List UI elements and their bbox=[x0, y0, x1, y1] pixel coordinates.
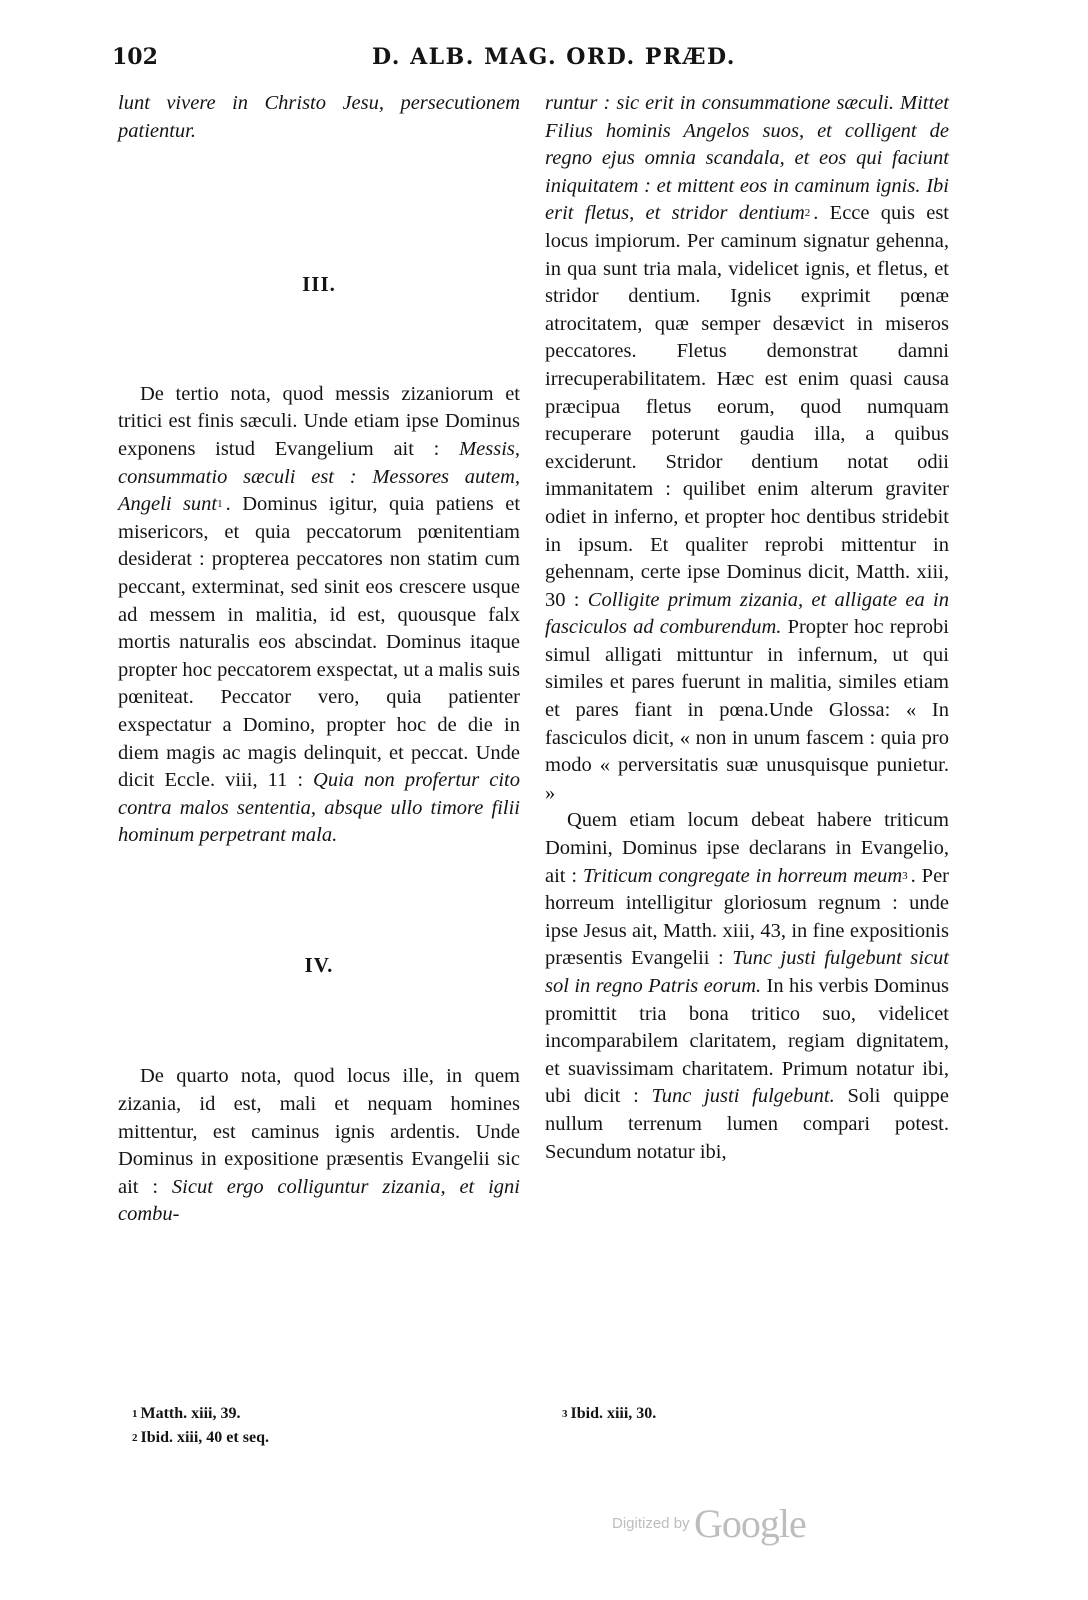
body-text: Soli quippe nullum terrenum lumen compari potest. Secundum notatur ibi, bbox=[545, 1085, 950, 1163]
footnote-ref: 1 bbox=[217, 498, 223, 511]
italic-text: Quia non profertur cito contra malos sententia, absque ullo timore filii hominum perpetrant mala. bbox=[118, 769, 520, 847]
paragraph bbox=[545, 807, 949, 1166]
footnote-ref: 3 bbox=[902, 869, 908, 882]
paragraph bbox=[118, 90, 520, 145]
italic-text: lunt vivere in Christo Jesu, persecutionem patientur. bbox=[118, 92, 520, 142]
section-heading-iv: IV. bbox=[304, 952, 334, 977]
footnote-text: Ibid. xiii, 40 et seq. bbox=[140, 1429, 269, 1446]
body-text: In his verbis Dominus promittit tria bona tritico suo, videlicet incomparabilem claritatem, regiam dignitatem, et suavissimam charitatem. Primum notatur ibi, ubi dicit : bbox=[545, 975, 949, 1108]
running-head: D. ALB. MAG. ORD. PRÆD. bbox=[372, 44, 736, 70]
body-text: . Ecce quis est locus impiorum. Per caminum signatur gehenna, in qua sunt tria mala, videlicet ignis, et fletus, et stridor dentium. Ignis exprimit pœnæ atrocitatem, quæ semper desævict in miseros peccatores. Fletus demonstrat damni irrecuperabilitatem. Hæc est enim quasi causa præcipua fletus eorum, quod numquam recuperare poterunt gaudia illa, a quibus exciderunt. Stridor dentium notat odii immanitatem : quilibet enim alterum graviter odiet in inferno, et propter hoc dentibus stridebit in ipsum. Et qualiter reprobi mittentur in gehennam, certe ipse Dominus dicit, Matth. xiii, 30 : bbox=[545, 202, 950, 611]
right-column bbox=[545, 90, 949, 1166]
footnote-ref: 2 bbox=[804, 207, 811, 220]
body-text: Quem etiam locum debeat habere triticum Domini, Dominus ipse declarans in Evangelio, ait : bbox=[545, 809, 949, 887]
body-text: Propter hoc reprobi simul alligati mittuntur in infernum, ut qui similes et pares fuerunt in malitia, similes etiam et pares fiant in pœna.Unde Glossa: « In fasciculos dicit, « non in unum fascem : quia pro modo « perversitatis suæ unusquisque punietur. » bbox=[545, 616, 949, 804]
watermark-prefix: Digitized by bbox=[612, 1515, 690, 1532]
digitized-watermark bbox=[612, 1500, 806, 1547]
footnotes-right bbox=[562, 1402, 656, 1426]
google-logo: Google bbox=[694, 1501, 806, 1546]
footnotes-left bbox=[132, 1402, 269, 1450]
left-column bbox=[118, 90, 520, 1229]
footnote-text: Ibid. xiii, 30. bbox=[570, 1405, 657, 1422]
italic-text: Tunc justi fulgebunt sicut sol in regno Patris eorum. bbox=[545, 947, 950, 997]
footnote-mark: 1 bbox=[132, 1408, 138, 1420]
footnote-mark: 2 bbox=[132, 1432, 138, 1444]
italic-text: Tunc justi fulgebunt. bbox=[651, 1085, 835, 1108]
footnote bbox=[562, 1402, 656, 1426]
paragraph bbox=[118, 1063, 520, 1229]
footnote bbox=[132, 1426, 269, 1450]
paragraph bbox=[118, 381, 520, 850]
footnote-mark: 3 bbox=[562, 1408, 568, 1420]
paragraph bbox=[545, 90, 949, 807]
page-number: 102 bbox=[112, 44, 158, 70]
body-text: De quarto nota, quod locus ille, in quem zizania, id est, mali et nequam homines mittentur, est caminus ignis ardentis. Unde Dominus in expositione præsentis Evangelii sic ait : bbox=[118, 1065, 520, 1198]
italic-text: Triticum congregate in horreum meum bbox=[582, 864, 903, 887]
footnote-text: Matth. xiii, 39. bbox=[140, 1405, 241, 1422]
page-header bbox=[0, 44, 1088, 78]
body-text: De tertio nota, quod messis zizaniorum et tritici est finis sæculi. Unde etiam ipse Dominus exponens istud Evangelium ait : bbox=[118, 382, 520, 460]
italic-text: Messis, consummatio sæculi est : Messores autem, Angeli sunt bbox=[118, 437, 520, 516]
italic-text: Sicut ergo colliguntur zizania, et igni combu- bbox=[118, 1175, 521, 1226]
section-heading-iii: III. bbox=[302, 272, 336, 297]
body-text: . Dominus igitur, quia patiens et misericors, et quia peccatorum pœnitentiam desiderat : propterea peccatores non statim cum peccant, exterminat, sed sinit eos crescere usque ad messem in malitia, id est, quousque falx mortis naturalis eos abscindat. Dominus itaque propter hoc peccatorem exspectat, ut a malis suis pœniteat. Peccator vero, quia patienter exspectatur a Domino, propter hoc de die in diem magis ac magis delinquit, et peccat. Unde dicit Eccle. viii, 11 : bbox=[118, 493, 521, 792]
italic-text: Colligite primum zizania, et alligate ea in fasciculos ad comburendum. bbox=[545, 588, 949, 639]
footnote bbox=[132, 1402, 269, 1426]
body-text: . Per horreum intelligitur gloriosum regnum : unde ipse Jesus ait, Matth. xiii, 43, in fine expositionis præsentis Evangelii : bbox=[545, 864, 950, 970]
italic-text: runtur : sic erit in consummatione sæculi. Mittet Filius hominis Angelos suos, et colligent de regno ejus omnia scandala, et eos qui faciunt iniquitatem : et mittent eos in caminum ignis. Ibi erit fletus, et stridor dentium bbox=[545, 92, 949, 225]
